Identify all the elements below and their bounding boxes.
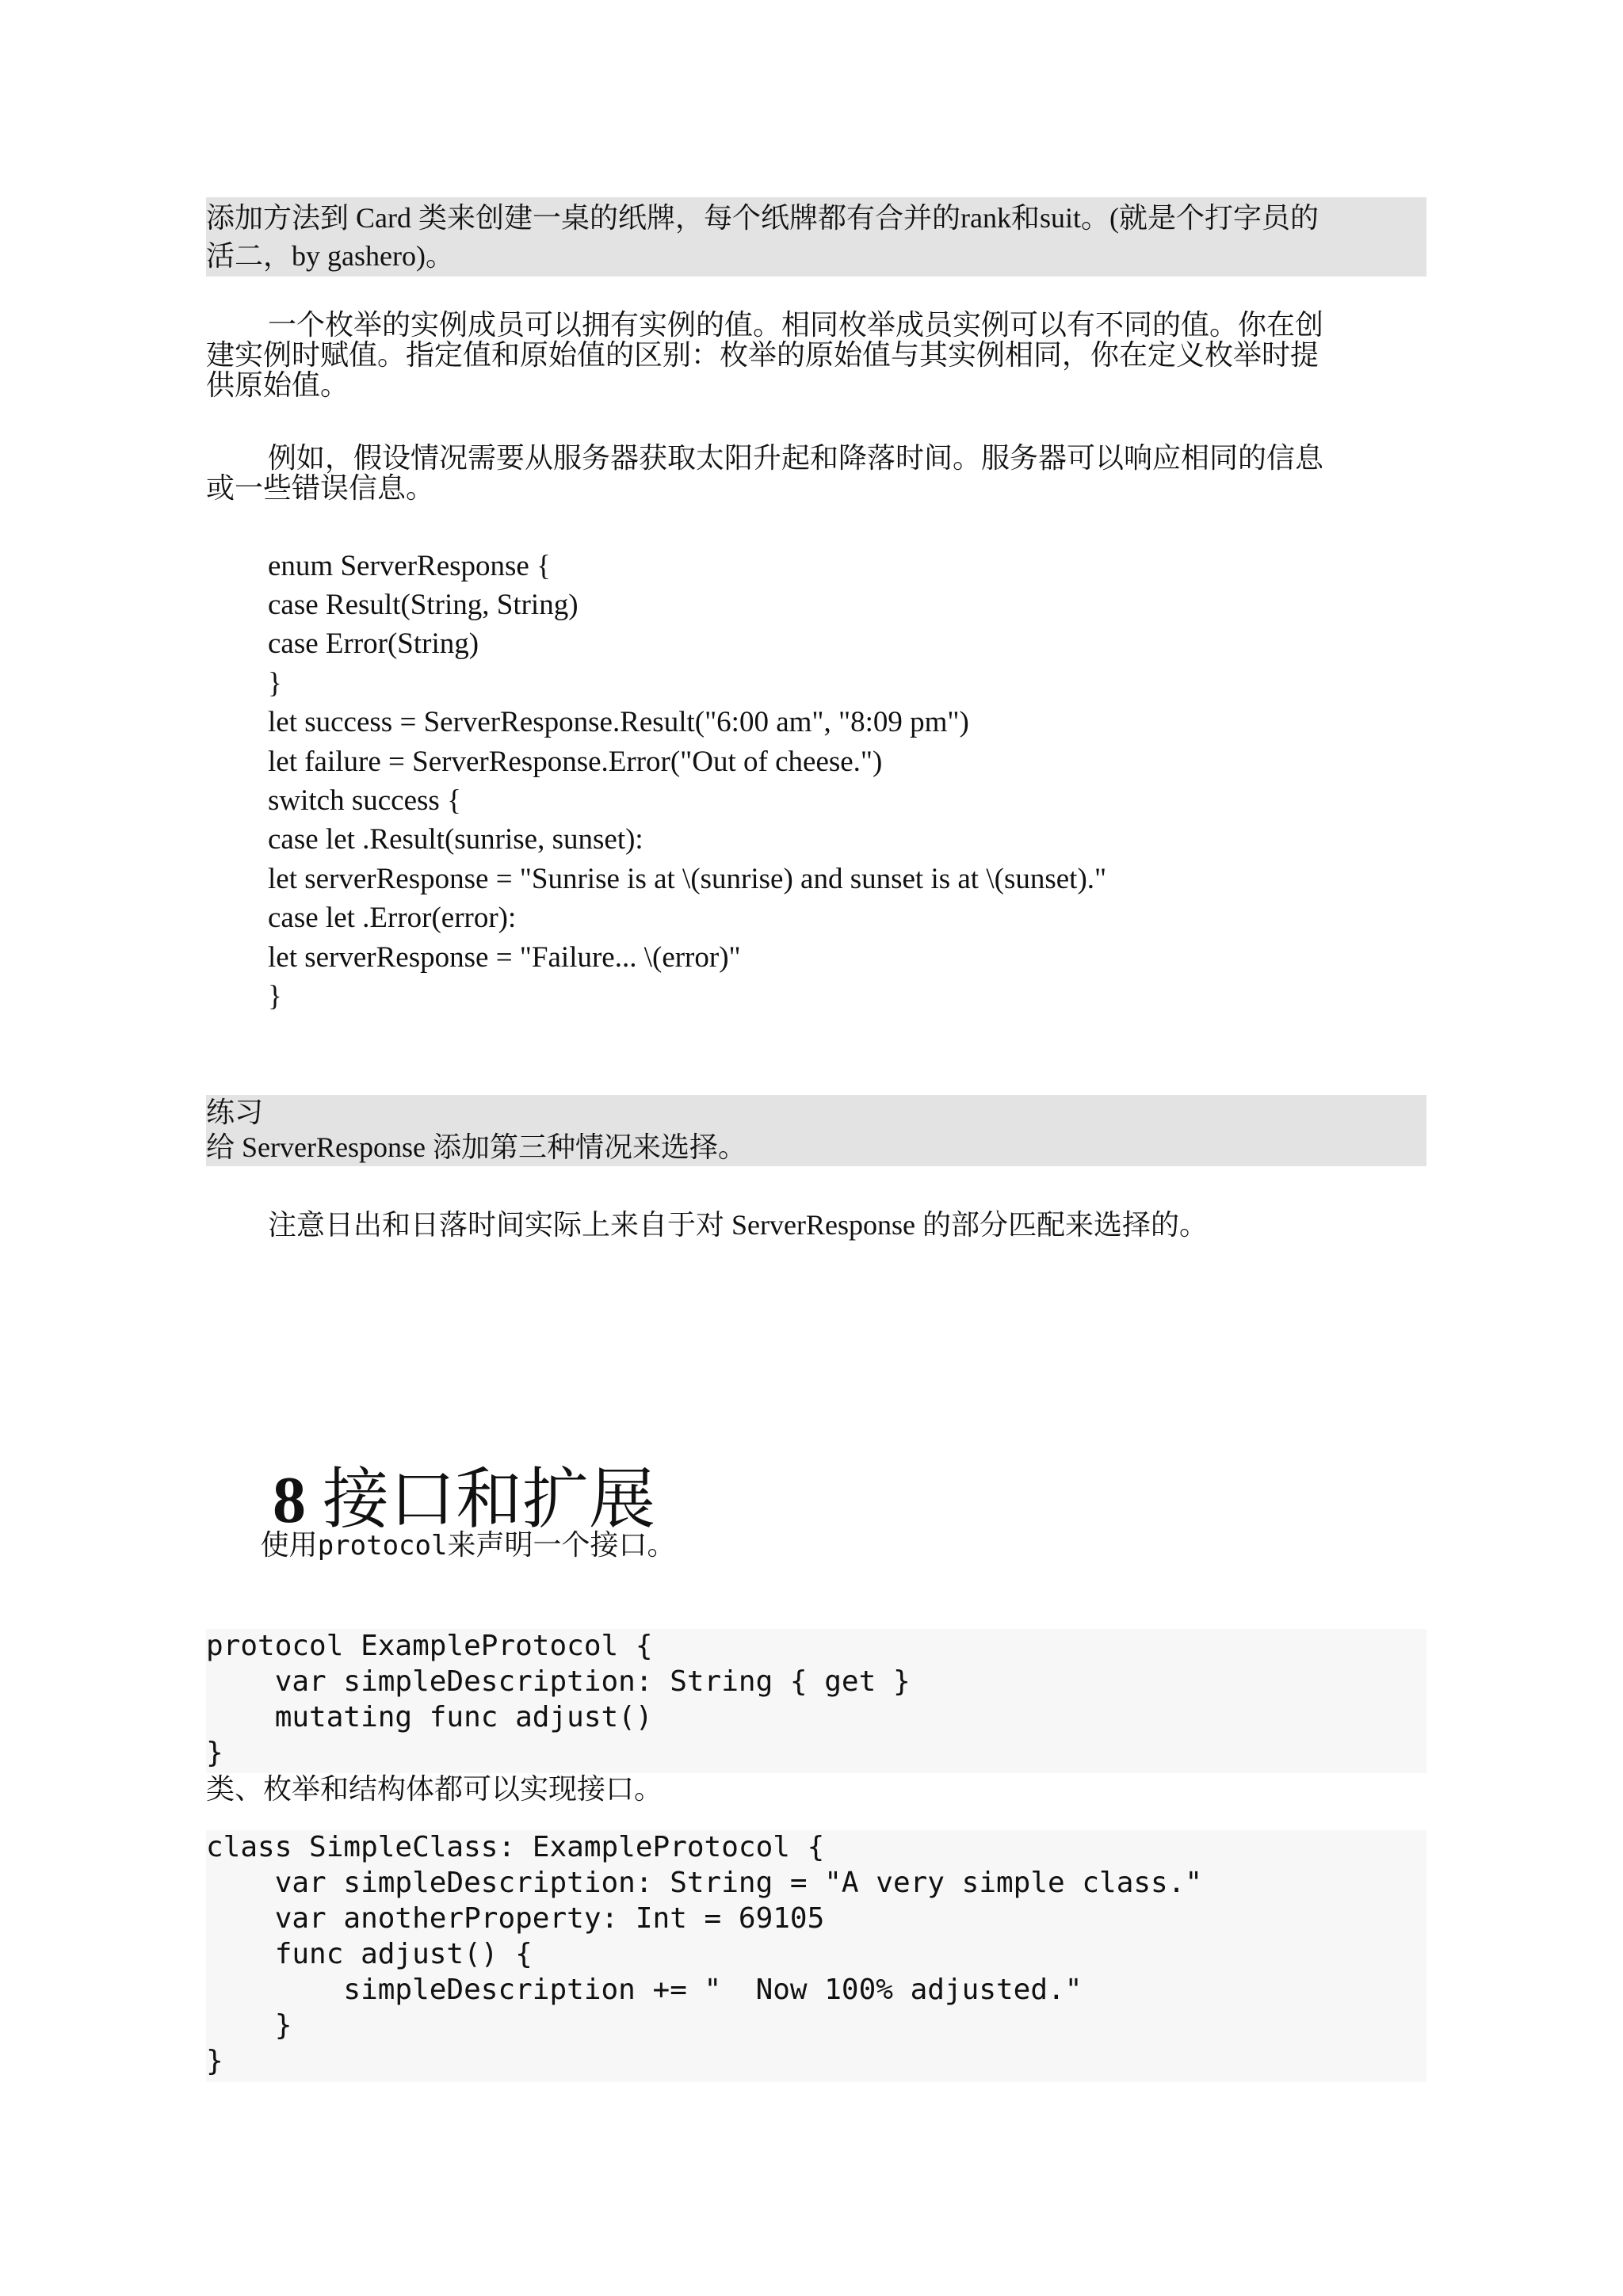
code-line: case let .Result(sunrise, sunset):: [268, 823, 643, 856]
protocol-intro: [206, 1502, 1426, 1562]
paragraph-protocol-adoption: [206, 1775, 1426, 1810]
paragraph-line: 建实例时赋值。指定值和原始值的区别：枚举的原始值与其实例相同，你在定义枚举时提: [206, 339, 1319, 371]
paragraph-server-example: [206, 444, 1426, 515]
code-line: case Result(String, String): [268, 589, 579, 621]
intro-prefix: 使用: [260, 1529, 318, 1561]
exercise-block: [206, 1095, 1426, 1166]
code-block-class: [206, 1830, 1426, 2082]
paragraph-line: 类、枚举和结构体都可以实现接口。: [206, 1773, 663, 1805]
code-line: mutating func adjust(): [206, 1701, 653, 1733]
code-line: let failure = ServerResponse.Error("Out of cheese."): [268, 746, 883, 778]
intro-suffix: 来声明一个接口。: [447, 1529, 676, 1561]
code-block-protocol: [206, 1629, 1426, 1773]
paragraph-line: 例如，假设情况需要从服务器获取太阳升起和降落时间。服务器可以响应相同的信息: [268, 442, 1324, 474]
code-line: let serverResponse = "Sunrise is at \(sunrise) and sunset is at \(sunset).": [268, 863, 1107, 895]
paragraph-note-matching: [206, 1211, 1426, 1245]
code-line: let serverResponse = "Failure... \(error)": [268, 941, 741, 974]
code-line: }: [206, 1737, 223, 1769]
code-line: class SimpleClass: ExampleProtocol {: [206, 1831, 825, 1863]
code-line: var simpleDescription: String = "A very simple class.": [206, 1867, 1203, 1899]
paragraph-line: 或一些错误信息。: [206, 472, 435, 504]
exercise-title: 练习: [206, 1097, 264, 1128]
code-listing-enum: [268, 551, 1425, 1027]
code-line: var anotherProperty: Int = 69105: [206, 1902, 825, 1935]
code-line: case let .Error(error):: [268, 902, 517, 934]
code-line: enum ServerResponse {: [268, 550, 551, 582]
note-line-2: 活二，by gashero)。: [206, 240, 454, 272]
note-line-1: 添加方法到 Card 类来创建一桌的纸牌，每个纸牌都有合并的rank和suit。(就是个打字员的: [206, 202, 1319, 234]
protocol-intro-line: [206, 1502, 675, 1589]
code-line: case Error(String): [268, 627, 479, 660]
exercise-text: 给 ServerResponse 添加第三种情况来选择。: [206, 1131, 747, 1163]
code-line: protocol ExampleProtocol {: [206, 1630, 653, 1662]
code-line: }: [268, 980, 282, 1013]
code-line: switch success {: [268, 784, 461, 817]
code-line: }: [268, 667, 282, 700]
section-title: 接口和扩展: [306, 1463, 656, 1537]
section-number: 8: [273, 1463, 306, 1537]
paragraph-enum-values: [206, 311, 1426, 414]
paragraph-line: 一个枚举的实例成员可以拥有实例的值。相同枚举成员实例可以有不同的值。你在创: [268, 309, 1324, 341]
code-line: func adjust() {: [206, 1938, 533, 1970]
note-block: [206, 197, 1426, 277]
code-line: let success = ServerResponse.Result("6:00 am", "8:09 pm"): [268, 706, 969, 738]
paragraph-line: 注意日出和日落时间实际上来自于对 ServerResponse 的部分匹配来选择的。: [268, 1209, 1208, 1241]
code-line: }: [206, 2009, 292, 2042]
intro-keyword: protocol: [317, 1530, 448, 1562]
code-line: }: [206, 2045, 223, 2077]
paragraph-line: 供原始值。: [206, 369, 349, 401]
code-line: var simpleDescription: String { get }: [206, 1665, 911, 1698]
code-line: simpleDescription += " Now 100% adjusted.": [206, 1974, 1083, 2006]
